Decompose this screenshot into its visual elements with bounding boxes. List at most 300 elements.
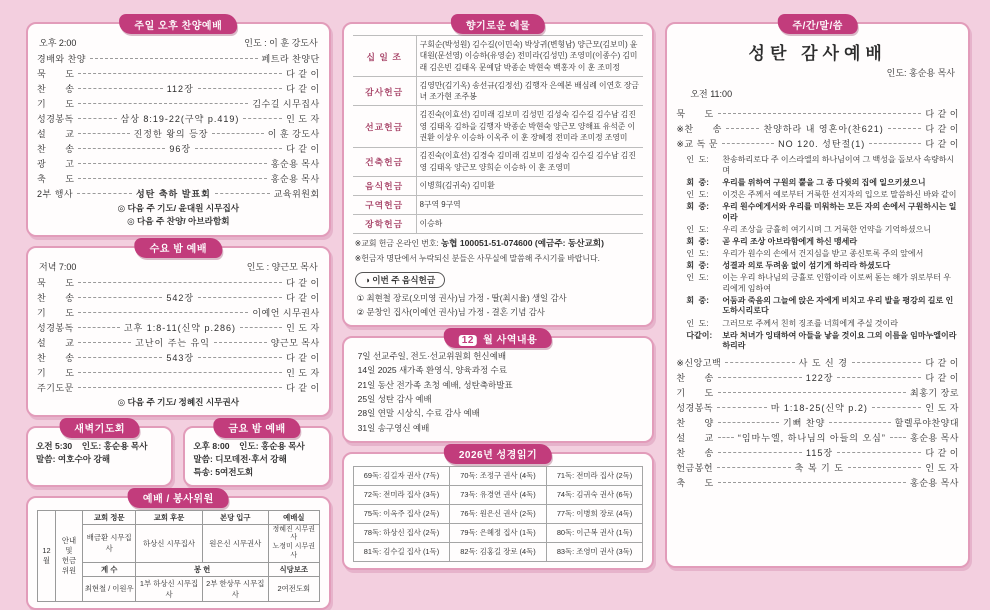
committee-member: 하상신 시무집사 [136, 524, 202, 562]
reading-text: 곧 우리 조상 아브라함에게 하신 맹세라 [722, 236, 858, 246]
order-label: 묵 도 [37, 69, 75, 79]
service-committee-panel [26, 496, 331, 610]
food-offering-item: ② 문창인 집사(이예언 권사)님 가정 - 결혼 기념 감사 [356, 306, 545, 317]
reading-text: 이는 우리 하나님의 긍휼로 인함이라 이로써 돋는 해가 위로부터 우리에게 임하여 [722, 273, 951, 293]
reading-speaker: 회 중: [686, 201, 709, 211]
order-content: 고난이 주는 유익 [135, 337, 210, 348]
dotted-line [78, 312, 248, 313]
sub-header: 봉 헌 [136, 562, 268, 576]
dawn-prayer-panel [26, 426, 173, 487]
friday-special-song: 특송: 5여전도회 [193, 466, 254, 477]
order-content: 진정한 왕의 등장 [133, 129, 209, 139]
order-person: 인 도 자 [286, 114, 320, 124]
worship-order-row [37, 82, 320, 95]
small-panels-row [26, 417, 331, 487]
order-content: 기뻐 찬양 [783, 417, 826, 428]
month-chip: 12 [459, 335, 477, 346]
reading-text: 성결과 의로 두려움 없이 섬기게 하리라 하셨도다 [722, 261, 891, 271]
dotted-line [888, 128, 922, 129]
column-header: 본당 입구 [202, 510, 268, 524]
worship-order-row [676, 401, 959, 414]
reading-line [686, 237, 957, 248]
section-badge-weekly-word: 주/간/말/씀 [777, 14, 857, 34]
order-person: 다 같 이 [925, 357, 959, 368]
service-time-row [39, 36, 318, 49]
order-person: 다 같 이 [925, 372, 959, 383]
order-label: 묵 도 [37, 277, 75, 288]
order-person: 홍순용 목사 [910, 477, 959, 488]
service-leader: 인도 : 이 훈 강도사 [244, 38, 318, 48]
order-person: 최홍기 장로 [910, 387, 959, 398]
service-time-row [39, 260, 318, 273]
worship-order-row [37, 381, 320, 394]
ministry-item: 28일 연말 시상식, 수료 감사 예배 [357, 408, 480, 419]
order-person: 페트라 찬양단 [261, 54, 320, 64]
worship-order-row [676, 476, 959, 489]
worship-order-row [37, 351, 320, 364]
online-offering-note [355, 237, 642, 250]
order-person: 다 같 이 [286, 144, 320, 154]
order-content: 축 복 기 도 [794, 462, 844, 473]
reading-line [686, 155, 957, 176]
reading-line [686, 319, 957, 330]
food-offering-list [353, 291, 644, 320]
reading-line [686, 261, 957, 272]
role-line: 안내 [61, 535, 77, 545]
order-content: NO 120. 성탄절(1) [778, 139, 866, 149]
reading-speaker: 인 도: [686, 248, 709, 258]
dotted-line [718, 377, 802, 378]
column-header: 예배실 [268, 510, 319, 524]
role-line: 위원 [61, 565, 77, 575]
order-person: 인 도 자 [286, 367, 320, 378]
ministry-item: 25일 성탄 감사 예배 [357, 393, 432, 404]
role-line: 및 [65, 545, 73, 555]
main-worship-panel [665, 22, 970, 568]
worship-order-row [37, 321, 320, 334]
worship-order-row [676, 107, 959, 120]
reading-speaker: 인 도: [686, 318, 709, 328]
responsive-reading [686, 155, 957, 352]
food-offering-item: ① 최현철 장로(오미영 권사)님 가정 - 딸(최시율) 생일 감사 [356, 292, 567, 303]
dawn-time-leader: 오전 5:30 인도: 홍순용 목사 [36, 440, 148, 451]
worship-order-row [676, 446, 959, 459]
order-person: 인 도 자 [286, 322, 320, 333]
middle-column [342, 13, 655, 568]
friday-message: 말씀: 디모데전·후서 강해 [193, 453, 287, 464]
dotted-line [215, 193, 270, 194]
reading-text: 우리 조상을 긍휼히 여기시며 그 거룩한 언약을 기억하셨으니 [722, 224, 932, 234]
dotted-line [717, 407, 767, 408]
reading-text: 그러므로 주께서 친히 징조를 너희에게 주실 것이라 [722, 318, 898, 328]
committee-member-line: 노정미 시무권사 [272, 543, 316, 559]
reading-speaker: 인 도: [686, 189, 709, 199]
section-badge-offerings: 향기로운 예물 [451, 14, 545, 34]
order-person: 다 같 이 [925, 109, 959, 119]
worship-order-row [676, 431, 959, 444]
order-person: 다 같 이 [925, 447, 960, 458]
order-label: 설 교 [37, 337, 75, 348]
service-time: 오후 2:00 [39, 38, 77, 48]
order-person: 다 같 이 [286, 277, 320, 288]
reading-line [686, 296, 957, 317]
bible-reading-cell: 69독: 김길자 권사 (7독) [354, 467, 451, 486]
dotted-line [78, 178, 266, 179]
order-label: 찬 송 [37, 292, 75, 303]
order-content: 96장 [169, 144, 192, 154]
bible-reading-grid [353, 466, 644, 562]
worship-order-row [37, 336, 320, 349]
order-label: 설 교 [676, 432, 714, 443]
order-label: 찬 송 [676, 372, 714, 383]
service-leader: 인도: 홍순용 목사 [886, 68, 955, 78]
friday-worship-panel [183, 426, 330, 487]
order-label: 성경봉독 [676, 402, 714, 413]
bible-reading-cell: 76독: 원은신 권사 (2독) [450, 505, 547, 524]
worship-order-row [676, 356, 959, 369]
offering-names: 이승하 [416, 214, 643, 233]
section-badge-ministry [444, 328, 552, 348]
dotted-line [837, 377, 921, 378]
order-content: 122장 [805, 372, 834, 383]
reading-line [686, 178, 957, 189]
reading-speaker: 인 도: [686, 155, 709, 164]
bible-reading-cell: 80독: 이근복 권사 (1독) [547, 524, 644, 543]
order-person: 홍순용 목사 [270, 174, 320, 184]
next-week-notes [37, 202, 320, 229]
order-content: “임마누엘, 하나님의 아들의 오심” [737, 432, 886, 443]
offering-names: 8구역 9구역 [416, 195, 643, 214]
section-badge-wednesday: 수요 밤 예배 [135, 238, 222, 258]
order-person: 이 훈 강도사 [267, 129, 320, 139]
order-person: 다 같 이 [925, 124, 959, 134]
order-label: 축 도 [37, 174, 75, 184]
ministry-item: 14일 2025 새가족 환영식, 양육과정 수료 [357, 365, 507, 376]
dotted-line [829, 422, 890, 423]
section-badge-afternoon: 주일 오후 찬양예배 [119, 14, 237, 34]
wednesday-worship-panel [26, 246, 331, 417]
offering-names: 이병희(김귀숙) 김미환 [416, 176, 643, 195]
reading-line [686, 273, 957, 294]
committee-member: 원은신 시무권사 [202, 524, 268, 562]
december-ministry-panel [342, 336, 655, 443]
order-label: 묵 도 [676, 109, 714, 119]
order-label: 찬 양 [676, 417, 714, 428]
order-content: 542장 [166, 292, 195, 303]
order-label: ※교 독 문 [676, 139, 718, 149]
dotted-line [872, 407, 922, 408]
section-badge-committee: 예배 / 봉사위원 [128, 488, 229, 508]
section-badge-friday: 금요 밤 예배 [213, 418, 300, 438]
order-label: 헌금봉헌 [676, 462, 714, 473]
reading-speaker: 인 도: [686, 273, 709, 283]
reading-text: 보라 처녀가 잉태하여 아들을 낳을 것이요 그의 이름을 임마누엘이라 하리라 [722, 330, 957, 351]
order-content: 115장 [806, 447, 834, 458]
order-content: 112장 [166, 84, 194, 94]
worship-order-row [676, 386, 959, 399]
order-person: 인 도 자 [925, 462, 960, 473]
reading-text: 찬송하리로다 주 이스라엘의 하나님이여 그 백성을 돌보사 속량하시며 [722, 155, 955, 175]
bible-reading-cell: 73독: 유경연 권사 (4독) [450, 486, 547, 505]
bible-reading-panel [342, 452, 655, 570]
order-person: 홍순용 목사 [910, 432, 960, 443]
dotted-line [718, 422, 779, 423]
order-person: 다 같 이 [286, 382, 320, 393]
service-time: 오전 11:00 [690, 89, 733, 99]
dotted-line [78, 387, 282, 388]
service-time: 저녁 7:00 [39, 261, 77, 272]
worship-order-row [37, 172, 320, 185]
column-header: 교회 정문 [83, 510, 136, 524]
worship-order-list [37, 52, 320, 200]
offering-names: 김진숙(이효선) 김미래 김보미 김성민 김성숙 김수길 김수남 김진영 김태옥 김하을 김행자 박종순 박현숙 양근모 양해표 유석준 이권환 이상우 이승하 이옥주 이 훈 장혜정 전미라 조미정 조영미 [416, 106, 643, 147]
order-person: 교육위원회 [273, 189, 320, 199]
next-week-notes [37, 396, 320, 409]
worship-order-row [37, 112, 320, 125]
dotted-line [198, 297, 282, 298]
sub-header: 식당보조 [268, 562, 319, 576]
order-person: 인 도 자 [925, 402, 960, 413]
badge-text: 월 사역내용 [479, 334, 538, 346]
order-person: 다 같 이 [286, 69, 320, 79]
order-label: 2부 행사 [37, 189, 74, 199]
dotted-line [212, 133, 263, 134]
order-label: 찬 송 [37, 352, 75, 363]
service-leader: 인도 : 양근모 목사 [246, 261, 318, 272]
committee-member: 2부 한상무 시무집사 [202, 576, 268, 601]
dotted-line [852, 362, 921, 363]
bible-reading-cell: 79독: 은혜정 집사 (1독) [450, 524, 547, 543]
order-content: 사 도 신 경 [798, 357, 848, 368]
role-cell [56, 510, 83, 601]
dawn-message: 말씀: 여호수아 강해 [36, 453, 111, 464]
worship-order-row [37, 291, 320, 304]
offering-names: 김영만(김기옥) 송선규(김정선) 김행자 은예본 배심례 이연호 장금녀 조가현 조주봉 [416, 77, 643, 106]
bible-reading-cell: 75독: 이옥주 집사 (2독) [354, 505, 451, 524]
order-label: 성경봉독 [37, 114, 74, 124]
dotted-line [78, 357, 162, 358]
bible-reading-cell: 72독: 전미라 집사 (3독) [354, 486, 451, 505]
dotted-line [717, 467, 791, 468]
order-label: 기 도 [37, 307, 75, 318]
order-person: 다 같 이 [286, 292, 320, 303]
worship-order-row [676, 461, 959, 474]
role-line: 헌금 [61, 555, 77, 565]
reading-speaker: 회 중: [686, 236, 709, 246]
worship-order-row [37, 67, 320, 80]
order-content: 고후 1:8-11(신약 p.286) [123, 322, 237, 333]
month-number: 12 [42, 545, 51, 555]
reading-text: 우리를 위하여 구원의 뿔을 그 종 다윗의 집에 일으키셨으니 [722, 177, 926, 187]
bible-reading-cell: 78독: 하상신 집사 (2독) [354, 524, 451, 543]
offering-row [353, 77, 644, 106]
committee-member [268, 524, 319, 562]
dotted-line [726, 128, 760, 129]
bible-reading-cell: 82독: 김홍길 장로 (4독) [450, 543, 547, 562]
committee-member: 1부 하상신 시무집사 [136, 576, 202, 601]
worship-order-row [37, 52, 320, 65]
order-content: 마 1:18-25(신약 p.2) [770, 402, 868, 413]
order-label: 성경봉독 [37, 322, 74, 333]
offering-type: 장학헌금 [353, 214, 417, 233]
dotted-line [718, 392, 906, 393]
order-content: 삼상 8:19-22(구약 p.419) [120, 114, 240, 124]
worship-order-row [37, 127, 320, 140]
bible-reading-cell: 81독: 김수길 집사 (1독) [354, 543, 451, 562]
dotted-line [78, 342, 131, 343]
order-label: 설 교 [37, 129, 75, 139]
dotted-line [78, 88, 162, 89]
reading-line [686, 225, 957, 236]
dotted-line [78, 327, 120, 328]
offerings-panel [342, 22, 655, 327]
dotted-line [718, 482, 906, 483]
worship-order-row [676, 122, 959, 135]
order-person: 홍순용 목사 [270, 159, 320, 169]
this-week-food-offering-label: ◑ 이번 주 음식헌금 [355, 272, 445, 288]
dotted-line [848, 467, 922, 468]
ministry-item: 7일 선교주일, 전도·선교위원회 헌신예배 [357, 351, 507, 362]
order-person: 김수길 시무집사 [252, 99, 320, 109]
note-line: ◎ 다음 주 찬양/ 아브라함회 [127, 216, 230, 227]
worship-order-row [37, 142, 320, 155]
offering-row [353, 106, 644, 147]
worship-order-row [37, 97, 320, 110]
reading-text: 이것은 주께서 예로부터 거룩한 선지자의 입으로 말씀하신 바와 같이 [722, 189, 957, 199]
offering-names: 김진숙(이효선) 김경숙 김미래 김보미 김성숙 김수길 김수남 김진영 김태옥 양근모 양희순 이승하 이 훈 조영미 [416, 147, 643, 176]
order-label: 찬 송 [37, 84, 75, 94]
note-line: ◎ 다음 주 기도/ 윤대원 시무집사 [117, 203, 240, 213]
dotted-line [725, 362, 794, 363]
order-person: 할렐루야찬양대 [894, 417, 960, 428]
dotted-line [198, 357, 282, 358]
dotted-line [77, 193, 132, 194]
column-header: 교회 후문 [136, 510, 202, 524]
committee-member: 최현철 / 이원우 [83, 576, 136, 601]
bible-reading-cell: 74독: 김귀숙 권사 (6독) [547, 486, 644, 505]
section-badge-dawn: 새벽기도회 [59, 418, 140, 438]
dotted-line [890, 437, 906, 438]
order-label: 기 도 [37, 367, 75, 378]
order-person: 다 같 이 [286, 352, 320, 363]
reading-line [686, 249, 957, 260]
section-badge-bible: 2026년 성경읽기 [444, 444, 552, 464]
dotted-line [722, 143, 774, 144]
reading-text: 우리가 원수의 손에서 건지심을 받고 종신토록 주의 앞에서 [722, 248, 924, 258]
offering-row [353, 176, 644, 195]
dotted-line [195, 148, 282, 149]
dotted-line [78, 282, 282, 283]
worship-order-list-top [676, 107, 959, 150]
reading-speaker: 다같이: [686, 330, 713, 340]
dotted-line [718, 452, 802, 453]
dotted-line [198, 88, 282, 89]
offering-row [353, 147, 644, 176]
left-column [26, 13, 331, 599]
offering-type: 구역헌금 [353, 195, 417, 214]
worship-order-row [37, 306, 320, 319]
order-person: 양근모 목사 [270, 337, 320, 348]
offering-row [353, 214, 644, 233]
order-label: 광 고 [37, 159, 75, 169]
committee-member: 배금환 시무집사 [83, 524, 136, 562]
order-label: ※신앙고백 [676, 357, 722, 368]
dotted-line [837, 452, 921, 453]
offerings-table [353, 35, 644, 234]
committee-member-line: 정혜진 시무권사 [272, 525, 316, 542]
order-label: 경배와 찬양 [37, 54, 86, 64]
reading-line [686, 202, 957, 223]
table-row [38, 510, 320, 524]
bible-reading-cell: 77독: 이병희 장로 (4독) [547, 505, 644, 524]
month-unit: 월 [42, 555, 51, 565]
bible-reading-cell: 70독: 조정구 권사 (4독) [450, 467, 547, 486]
worship-order-row [37, 366, 320, 379]
order-label: 축 도 [676, 477, 714, 488]
offering-type: 선교헌금 [353, 106, 417, 147]
worship-order-list [37, 276, 320, 394]
order-label: 주기도문 [37, 382, 74, 393]
worship-order-row [37, 187, 320, 200]
worship-order-row [676, 137, 959, 150]
month-cell [38, 510, 56, 601]
friday-time-leader: 오후 8:00 인도: 홍순용 목사 [193, 440, 305, 451]
reading-speaker: 회 중: [686, 261, 709, 271]
order-label: ※찬 송 [676, 124, 722, 134]
missing-name-note: ※헌금자 명단에서 누락되신 분들은 사무실에 말씀해 주시기를 바랍니다. [354, 253, 600, 263]
right-column [665, 13, 970, 568]
note-text: ※교회 헌금 온라인 번호: [354, 238, 441, 248]
bank-account-number: 농협 100051-51-074600 (예금주: 동산교회) [440, 237, 604, 248]
order-label: 찬 송 [676, 447, 714, 458]
bible-reading-cell: 83독: 조영미 권사 (3독) [547, 543, 644, 562]
dotted-line [78, 148, 165, 149]
dotted-line [78, 163, 266, 164]
dotted-line [78, 372, 282, 373]
order-content: 성탄 축하 발표회 [135, 189, 211, 199]
order-label: 기 도 [37, 99, 75, 109]
worship-order-row [676, 371, 959, 384]
reading-line [686, 190, 957, 201]
committee-table [37, 510, 320, 602]
order-label: 찬 송 [37, 144, 75, 154]
dotted-line [78, 73, 282, 74]
dotted-line [78, 118, 117, 119]
committee-member: 2여전도회 [268, 576, 319, 601]
ministry-item: 21일 동산 전가족 초청 예배, 성탄축하발표 [357, 379, 513, 390]
dotted-line [90, 58, 258, 59]
reading-speaker: 회 중: [686, 295, 709, 305]
bible-reading-cell: 71독: 전미라 집사 (2독) [547, 467, 644, 486]
worship-order-row [676, 416, 959, 429]
ministry-item: 31일 송구영신 예배 [357, 422, 430, 433]
offering-type: 감사헌금 [353, 77, 417, 106]
note-line: ◎ 다음 주 기도/ 정혜진 시무권사 [117, 396, 240, 407]
ministry-list [353, 349, 644, 435]
reading-line [686, 331, 957, 352]
dotted-line [869, 143, 921, 144]
order-content: 543장 [166, 352, 195, 363]
order-person: 다 같 이 [286, 84, 320, 94]
order-person: 다 같 이 [925, 139, 959, 149]
reading-speaker: 회 중: [686, 177, 709, 187]
offering-names: 구회순(박성원) 김수길(이민숙) 박상귀(변형남) 양근모(김보미) 윤대원(문선영) 이승하(유영순) 전미라(김성민) 조영미(이종수) 김미래 김은빈 김태옥 문예담 박종순 박현숙 백홍자 이 훈 조미정 [416, 36, 643, 77]
order-content: 찬양하라 내 영혼아(찬621) [763, 124, 884, 134]
reading-text: 어둠과 죽음의 그늘에 앉은 자에게 비치고 우리 발을 평강의 길로 인도하시리로다 [722, 295, 954, 316]
dotted-line [214, 342, 267, 343]
reading-speaker: 인 도: [686, 224, 709, 234]
worship-order-list-bottom [676, 356, 959, 489]
